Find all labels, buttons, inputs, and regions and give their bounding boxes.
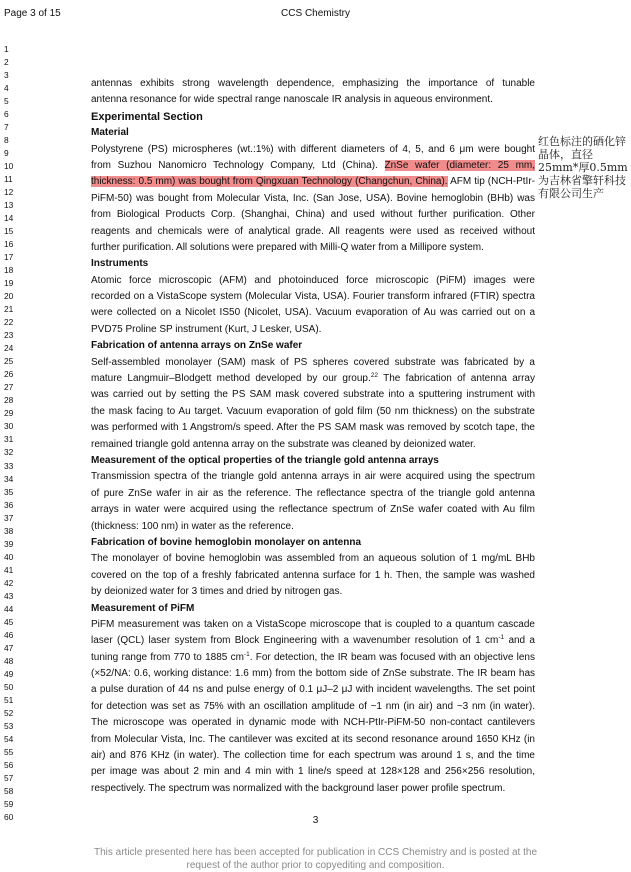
subsection-heading-bhb: Fabrication of bovine hemoglobin monolayer on antenna bbox=[91, 536, 362, 548]
line-number: 18 bbox=[4, 265, 14, 276]
text-line: for detection was set as 75% with an oscillation amplitude of ~1 nm (in air) and ~3 nm (in water). bbox=[91, 700, 535, 712]
line-number: 60 bbox=[4, 811, 14, 822]
text-line: recorded on a VistaScope system (Molecular Vista, USA). Fourier transform infrared (FTIR) spectra bbox=[91, 291, 535, 303]
line-number: 2 bbox=[4, 57, 9, 68]
text-line: (×52/NA: 0.6, working distance: 1.6 mm) from the bottom side of ZnSe substrate. The IR beam has bbox=[91, 668, 535, 680]
text-line: by deionized water for 3 times and dried by nitrogen gas. bbox=[91, 586, 343, 598]
line-number: 10 bbox=[4, 161, 14, 172]
line-number: 22 bbox=[4, 317, 14, 328]
line-number: 52 bbox=[4, 707, 14, 718]
line-number: 45 bbox=[4, 616, 14, 627]
line-number: 53 bbox=[4, 720, 14, 731]
line-number: 43 bbox=[4, 590, 14, 601]
text-segment: mature Langmuir–Blodgett method developed by our group. bbox=[91, 373, 371, 385]
subsection-heading-material: Material bbox=[91, 127, 129, 139]
subsection-heading-instruments: Instruments bbox=[91, 258, 149, 270]
line-number: 44 bbox=[4, 603, 14, 614]
line-number: 47 bbox=[4, 642, 14, 653]
line-number: 35 bbox=[4, 486, 14, 497]
line-number: 31 bbox=[4, 434, 14, 445]
line-number: 21 bbox=[4, 304, 14, 315]
line-number: 33 bbox=[4, 460, 14, 471]
text-line: PVD75 Proline SP instrument (Kurt, J Lesker, USA). bbox=[91, 323, 322, 335]
footer-notice bbox=[0, 847, 631, 872]
line-number-column bbox=[4, 43, 26, 824]
line-number: 12 bbox=[4, 187, 14, 198]
journal-title: CCS Chemistry bbox=[281, 8, 350, 19]
line-number: 7 bbox=[4, 122, 9, 133]
text-line: air) and 876 KHz (in water). The collection time for each spectrum was around 1 s, and the time bbox=[91, 750, 535, 762]
page-label: Page 3 of 15 bbox=[4, 8, 61, 19]
section-heading: Experimental Section bbox=[91, 110, 203, 123]
text-line: covered on the top of a freshly fabricated antenna surface for 1 h. Then, the sample was washed bbox=[91, 569, 535, 581]
line-number: 1 bbox=[4, 44, 9, 54]
text-line: from Molecular Vista, Inc. The cantilever was excited at its second resonance around 1650 KHz (in bbox=[91, 733, 535, 745]
line-number: 13 bbox=[4, 200, 14, 211]
line-number: 42 bbox=[4, 577, 14, 588]
line-number: 49 bbox=[4, 668, 14, 679]
text-segment: laser (QCL) laser system from Block Engineering with a wavenumber resolution of 1 cm bbox=[91, 635, 499, 647]
line-number: 5 bbox=[4, 96, 9, 107]
line-number: 41 bbox=[4, 564, 14, 575]
line-number: 39 bbox=[4, 538, 14, 549]
text-line: The microscope was operated in dynamic mode with NCH-PtIr-PiFM-50 non-contact cantilevers bbox=[91, 717, 535, 729]
subsection-heading-pifm: Measurement of PiFM bbox=[91, 602, 195, 614]
text-line: remained triangle gold antenna array on the substrate was cleaned by deionized water. bbox=[91, 438, 476, 450]
text-line: Atomic force microscopic (AFM) and photoinduced force microscopic (PiFM) images were bbox=[91, 274, 535, 286]
line-number: 30 bbox=[4, 421, 14, 432]
line-number: 6 bbox=[4, 109, 9, 120]
line-number: 54 bbox=[4, 733, 14, 744]
line-number: 9 bbox=[4, 148, 9, 159]
line-number: 28 bbox=[4, 395, 14, 406]
text-line: The monolayer of bovine hemoglobin was assembled from an aqueous solution of 1 mg/mL BHb bbox=[91, 553, 535, 565]
text-line: PiFM-50) was bought from Molecular Vista, Inc. (San Jose, USA). Bovine hemoglobin (BHb) was bbox=[91, 192, 535, 204]
line-number: 57 bbox=[4, 772, 14, 783]
line-number: 3 bbox=[4, 70, 9, 81]
line-number: 55 bbox=[4, 746, 14, 757]
text-line: antenna resonance for wide spectral range nanoscale IR analysis in aqueous environment. bbox=[91, 94, 493, 106]
line-number: 4 bbox=[4, 83, 9, 94]
text-line: arrays in water were acquired using the reflectance spectrum of ZnSe wafer coated with Au film bbox=[91, 504, 535, 516]
text-line: reagents and chemicals were of analytical grade. All reagents were used as received without bbox=[91, 225, 535, 237]
line-number: 11 bbox=[4, 174, 13, 185]
line-number: 59 bbox=[4, 798, 14, 809]
line-number: 29 bbox=[4, 408, 14, 419]
subsection-heading-fabrication: Fabrication of antenna arrays on ZnSe wafer bbox=[91, 340, 303, 352]
line-number: 37 bbox=[4, 512, 14, 523]
line-number: 27 bbox=[4, 382, 14, 393]
unit-superscript: -1 bbox=[498, 634, 505, 642]
text-line bbox=[91, 633, 535, 649]
text-segment: from Suzhou Nanomicro Technology Company, Ltd (China). bbox=[91, 159, 378, 171]
text-line: the mask facing to Au target. Vacuum evaporation of gold film (50 nm thickness) on the substrate bbox=[91, 405, 535, 417]
text-line: were collected on a Nicolet IS50 (Nicolet, USA). Vacuum evaporation of Au was carried out on a bbox=[91, 307, 535, 319]
text-line: PiFM measurement was taken on a VistaScope microscope that is coupled to a quantum cascade bbox=[91, 618, 535, 630]
text-line: Transmission spectra of the triangle gold antenna arrays in air were acquired using the spectrum bbox=[91, 471, 535, 483]
text-line: respectively. The spectrum was normalized with the background laser power profile spectrum. bbox=[91, 782, 506, 794]
line-number: 16 bbox=[4, 239, 14, 250]
line-number: 58 bbox=[4, 785, 14, 796]
margin-annotation: 红色标注的硒化锌晶体，直径25mm*厚0.5mm为吉林省擎轩科技有限公司生产 bbox=[538, 135, 628, 200]
line-number: 15 bbox=[4, 226, 14, 237]
footer-line: This article presented here has been accepted for publication in CCS Chemistry and is posted at the bbox=[93, 847, 538, 858]
line-number: 26 bbox=[4, 369, 14, 380]
text-segment: tuning range from 770 to 1885 cm bbox=[91, 651, 244, 663]
text-line bbox=[91, 174, 535, 190]
text-line: Self-assembled monolayer (SAM) mask of PS spheres covered substrate was fabricated by a bbox=[91, 356, 535, 368]
text-line bbox=[91, 371, 535, 387]
text-line bbox=[91, 650, 535, 666]
line-number: 24 bbox=[4, 343, 14, 354]
reference-superscript: 22 bbox=[370, 372, 379, 380]
text-line: was performed with 1 Angstrom/s speed. After the PS SAM mask was removed by scotch tape, the bbox=[91, 422, 535, 434]
footer-line: request of the author prior to copyediting and composition. bbox=[186, 859, 445, 871]
text-line: per image was about 2 min and 4 min with 1 line/s speed at 128×128 and 256×256 resolution, bbox=[91, 766, 535, 778]
text-line: from Biological Products Corp. (Shanghai, China) and used without further purification. Other bbox=[91, 209, 535, 221]
text-line: a pulse duration of 44 ns and pulse energy of 0.1 μJ–2 μJ with incident wavelengths. The set point bbox=[91, 684, 535, 696]
line-number: 8 bbox=[4, 135, 9, 146]
text-line: was carried out by setting the PS SAM mask covered substrate into a sputtering instrument with bbox=[91, 389, 535, 401]
text-line: Polystyrene (PS) microspheres (wt.:1%) with different diameters of 4, 5, and 6 μm were bought bbox=[91, 143, 535, 155]
highlighted-text: thickness: 0.5 mm) was bought from Qingxuan Technology (Changchun, China). bbox=[91, 176, 448, 188]
line-number: 32 bbox=[4, 447, 14, 458]
line-number: 50 bbox=[4, 681, 14, 692]
line-number: 23 bbox=[4, 330, 14, 341]
line-number: 51 bbox=[4, 694, 14, 705]
line-number: 17 bbox=[4, 252, 14, 263]
line-number: 14 bbox=[4, 213, 14, 224]
page-number: 3 bbox=[312, 815, 319, 826]
line-number: 34 bbox=[4, 473, 14, 484]
article-body[interactable] bbox=[91, 76, 535, 797]
unit-superscript: -1 bbox=[243, 650, 250, 658]
line-number: 19 bbox=[4, 278, 14, 289]
text-line: (thickness: 100 nm) in water as the reference. bbox=[91, 520, 294, 532]
text-line bbox=[91, 158, 535, 174]
line-number: 25 bbox=[4, 356, 14, 367]
text-segment: AFM tip (NCH-PtIr- bbox=[450, 176, 535, 188]
line-number: 38 bbox=[4, 525, 14, 536]
line-number: 36 bbox=[4, 499, 14, 510]
text-segment: and a bbox=[504, 635, 535, 647]
subsection-heading-measurement: Measurement of the optical properties of the triangle gold antenna arrays bbox=[91, 454, 439, 466]
text-segment: The fabrication of antenna array bbox=[378, 373, 535, 385]
line-number: 20 bbox=[4, 291, 14, 302]
text-line: antennas exhibits strong wavelength dependence, emphasizing the importance of tunable bbox=[91, 78, 535, 89]
text-line: further purification. All solutions were prepared with Milli-Q water from a Millipore system. bbox=[91, 241, 484, 253]
text-segment: . For detection, the IR beam was focused with an objective lens bbox=[249, 651, 535, 663]
line-number: 46 bbox=[4, 629, 14, 640]
line-number: 48 bbox=[4, 655, 14, 666]
line-number: 40 bbox=[4, 551, 14, 562]
line-number: 56 bbox=[4, 759, 14, 770]
highlighted-text: ZnSe wafer (diameter: 25 mm, bbox=[384, 159, 536, 171]
text-line: of pure ZnSe wafer in air as the reference. The reflectance spectra of the triangle gold antenna bbox=[91, 487, 535, 499]
